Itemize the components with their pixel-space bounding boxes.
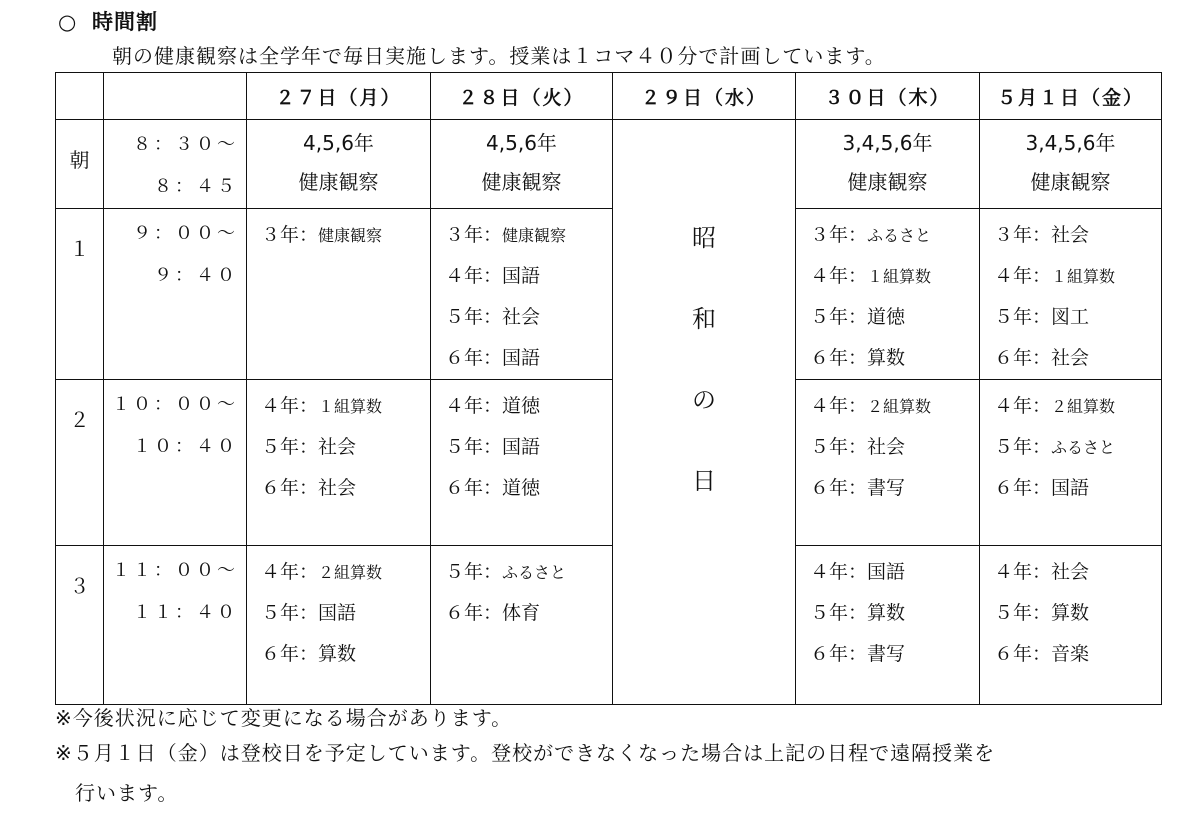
grade-label: ６年： — [261, 643, 319, 665]
schedule-line — [445, 427, 612, 468]
schedule-line — [994, 427, 1161, 468]
schedule-cell-mon — [247, 546, 431, 705]
schedule-line — [445, 338, 612, 379]
time-cell — [104, 120, 247, 209]
subject-label: 音楽 — [1051, 643, 1090, 665]
subject-label: 算数 — [318, 643, 357, 665]
period-cell — [56, 546, 104, 705]
schedule-cell-mon — [247, 380, 431, 546]
schedule-line — [810, 427, 979, 468]
grade-label: ６年： — [445, 602, 503, 624]
subject-label: 算数 — [867, 602, 906, 624]
subject-label: 社会 — [502, 306, 541, 328]
circle-mark: ○ — [58, 10, 78, 34]
schedule-line — [445, 386, 612, 427]
grade-label: ５年： — [810, 602, 868, 624]
schedule-line — [810, 593, 979, 634]
time-end: １１：４０ — [133, 602, 238, 623]
time-end: ８：４５ — [154, 176, 238, 197]
grade-label: ４年： — [445, 265, 503, 287]
note-2: ※５月１日（金）は登校日を予定しています。登校ができなくなった場合は上記の日程で遠隔授業を — [55, 741, 996, 765]
period-label: ３ — [69, 574, 90, 598]
grade-label: ６年： — [261, 477, 319, 499]
schedule-cell-thu — [796, 209, 980, 380]
grade-label: ５年： — [445, 436, 503, 458]
schedule-line — [994, 338, 1161, 379]
schedule-cell-fri — [980, 120, 1162, 209]
intro-text: 朝の健康観察は全学年で毎日実施します。授業は１コマ４０分で計画しています。 — [112, 44, 886, 68]
grade-label: ５年： — [445, 561, 503, 583]
schedule-line — [810, 215, 979, 256]
period-label: ２ — [69, 408, 90, 432]
header-row — [56, 73, 1162, 120]
grade-label: ３年： — [445, 224, 503, 246]
schedule-cell-tue — [431, 546, 613, 705]
schedule-line — [261, 593, 430, 634]
schedule-cell-thu — [796, 380, 980, 546]
subject-label: 社会 — [318, 436, 357, 458]
header-cell-time — [104, 73, 247, 120]
schedule-line — [810, 634, 979, 675]
subject-label: 書写 — [867, 643, 906, 665]
schedule-line — [810, 552, 979, 593]
grade-label: ４年： — [994, 395, 1052, 417]
time-start: １１：００～ — [112, 560, 238, 581]
schedule-cell-tue — [431, 120, 613, 209]
time-start: １０：００～ — [112, 394, 238, 415]
schedule-line — [994, 552, 1161, 593]
heading-title: 時間割 — [92, 10, 158, 34]
schedule-line — [261, 468, 430, 509]
holiday-char: 日 — [692, 467, 716, 495]
schedule-cell-tue — [431, 380, 613, 546]
grade-label: ５年： — [261, 436, 319, 458]
table-row — [56, 546, 1162, 705]
grade-label: ５年： — [445, 306, 503, 328]
time-cell — [104, 209, 247, 380]
schedule-line — [810, 386, 979, 427]
subject-label: 国語 — [502, 347, 541, 369]
schedule-line — [994, 215, 1161, 256]
schedule-cell-mon — [247, 209, 431, 380]
schedule-line — [445, 552, 612, 593]
timetable — [55, 72, 1162, 705]
grade-label: ５年： — [810, 436, 868, 458]
schedule-line — [810, 338, 979, 379]
grade-label: ５年： — [994, 602, 1052, 624]
subject-label: 国語 — [1051, 477, 1090, 499]
schedule-cell-fri — [980, 546, 1162, 705]
grade-label: ４年： — [994, 561, 1052, 583]
subject-label: 国語 — [867, 561, 906, 583]
grade-label: ４年： — [261, 395, 319, 417]
schedule-cell-thu — [796, 546, 980, 705]
schedule-line — [445, 297, 612, 338]
schedule-line — [445, 468, 612, 509]
schedule-line: 4,5,6年 — [486, 131, 557, 155]
subject-label: 道徳 — [502, 395, 541, 417]
subject-label: ふるさと — [1051, 438, 1116, 457]
schedule-line — [261, 552, 430, 593]
note-3: 行います。 — [75, 781, 179, 805]
header-cell-fri: ５月１日（金） — [980, 73, 1162, 120]
grade-label: ６年： — [445, 347, 503, 369]
schedule-line — [994, 297, 1161, 338]
table-row — [56, 380, 1162, 546]
grade-label: ４年： — [810, 265, 868, 287]
period-cell — [56, 380, 104, 546]
period-cell — [56, 209, 104, 380]
holiday-char: 昭 — [692, 224, 716, 252]
subject-label: 書写 — [867, 477, 906, 499]
header-cell-tue: ２８日（火） — [431, 73, 613, 120]
header-cell-wed: ２９日（水） — [613, 73, 796, 120]
schedule-cell-tue — [431, 209, 613, 380]
subject-label: 図工 — [1051, 306, 1090, 328]
subject-label: 社会 — [1051, 224, 1090, 246]
subject-label: １組算数 — [318, 397, 383, 416]
subject-label: １組算数 — [867, 267, 932, 286]
grade-label: ４年： — [261, 561, 319, 583]
subject-label: ふるさと — [867, 226, 932, 245]
subject-label: １組算数 — [1051, 267, 1116, 286]
period-label: 朝 — [69, 148, 90, 172]
schedule-line: 健康観察 — [481, 170, 562, 194]
time-end: ９：４０ — [154, 265, 238, 286]
header-cell-period — [56, 73, 104, 120]
schedule-line — [994, 593, 1161, 634]
subject-label: 算数 — [1051, 602, 1090, 624]
subject-label: ふるさと — [502, 563, 567, 582]
schedule-line — [445, 256, 612, 297]
grade-label: ５年： — [994, 436, 1052, 458]
grade-label: ３年： — [261, 224, 319, 246]
subject-label: 道徳 — [502, 477, 541, 499]
header-cell-thu: ３０日（木） — [796, 73, 980, 120]
time-cell — [104, 546, 247, 705]
schedule-cell-mon — [247, 120, 431, 209]
holiday-char: 和 — [692, 305, 716, 333]
grade-label: ６年： — [994, 477, 1052, 499]
subject-label: 国語 — [502, 265, 541, 287]
holiday-char: の — [692, 386, 716, 414]
schedule-line — [261, 215, 430, 256]
grade-label: ４年： — [810, 561, 868, 583]
grade-label: ６年： — [994, 347, 1052, 369]
grade-label: ４年： — [810, 395, 868, 417]
grade-label: ３年： — [994, 224, 1052, 246]
grade-label: ６年： — [810, 643, 868, 665]
schedule-line: 健康観察 — [1030, 170, 1111, 194]
section-heading — [58, 6, 158, 36]
subject-label: ２組算数 — [1051, 397, 1116, 416]
schedule-line — [994, 256, 1161, 297]
schedule-line — [261, 634, 430, 675]
grade-label: ４年： — [445, 395, 503, 417]
time-start: ９：００～ — [133, 223, 238, 244]
schedule-cell-thu — [796, 120, 980, 209]
grade-label: ６年： — [994, 643, 1052, 665]
subject-label: 体育 — [502, 602, 541, 624]
grade-label: ３年： — [810, 224, 868, 246]
period-cell — [56, 120, 104, 209]
schedule-line — [445, 215, 612, 256]
schedule-line: 健康観察 — [847, 170, 928, 194]
subject-label: ２組算数 — [867, 397, 932, 416]
schedule-line — [810, 468, 979, 509]
subject-label: 社会 — [1051, 561, 1090, 583]
subject-label: 算数 — [867, 347, 906, 369]
period-label: １ — [69, 237, 90, 261]
time-cell — [104, 380, 247, 546]
schedule-cell-fri — [980, 380, 1162, 546]
subject-label: 国語 — [318, 602, 357, 624]
schedule-line — [261, 386, 430, 427]
subject-label: 健康観察 — [502, 226, 567, 245]
header-cell-mon: ２７日（月） — [247, 73, 431, 120]
subject-label: 社会 — [867, 436, 906, 458]
grade-label: ５年： — [994, 306, 1052, 328]
subject-label: 国語 — [502, 436, 541, 458]
schedule-line: 3,4,5,6年 — [1025, 131, 1116, 155]
grade-label: ６年： — [810, 477, 868, 499]
schedule-line: 4,5,6年 — [303, 131, 374, 155]
schedule-line: 3,4,5,6年 — [842, 131, 933, 155]
schedule-line — [261, 427, 430, 468]
time-end: １０：４０ — [133, 436, 238, 457]
holiday-cell-wed — [613, 120, 796, 705]
schedule-line — [810, 256, 979, 297]
subject-label: 道徳 — [867, 306, 906, 328]
table-row — [56, 120, 1162, 209]
subject-label: 社会 — [318, 477, 357, 499]
grade-label: ４年： — [994, 265, 1052, 287]
table-row — [56, 209, 1162, 380]
time-start: ８：３０～ — [133, 134, 238, 155]
note-1: ※今後状況に応じて変更になる場合があります。 — [55, 706, 513, 730]
schedule-line — [994, 634, 1161, 675]
schedule-line — [994, 386, 1161, 427]
schedule-line — [810, 297, 979, 338]
subject-label: 健康観察 — [318, 226, 383, 245]
schedule-line: 健康観察 — [298, 170, 379, 194]
schedule-cell-fri — [980, 209, 1162, 380]
subject-label: 社会 — [1051, 347, 1090, 369]
subject-label: ２組算数 — [318, 563, 383, 582]
schedule-line — [445, 593, 612, 634]
grade-label: ６年： — [810, 347, 868, 369]
grade-label: ５年： — [810, 306, 868, 328]
schedule-line — [994, 468, 1161, 509]
grade-label: ５年： — [261, 602, 319, 624]
grade-label: ６年： — [445, 477, 503, 499]
